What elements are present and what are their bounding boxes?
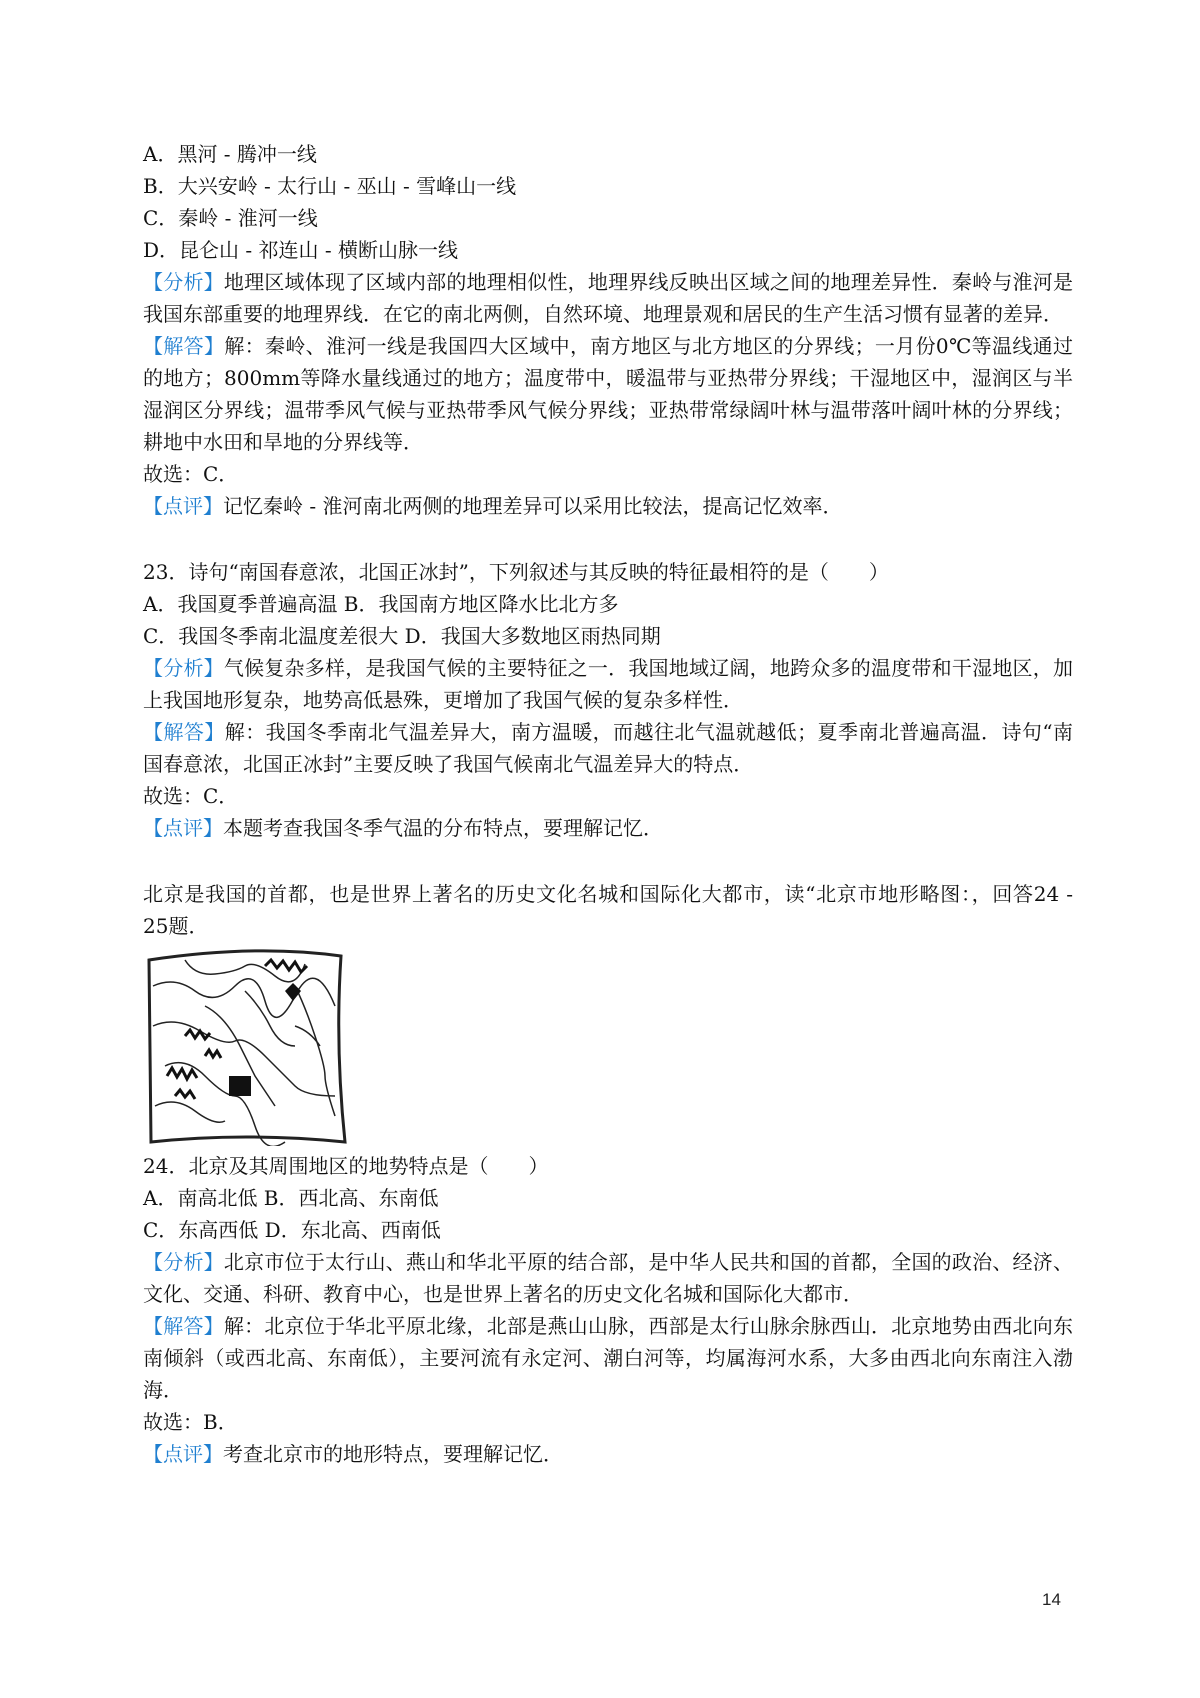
terrain-map-drawing — [145, 946, 363, 1146]
q24-options-cd: C．东高西低 D．东北高、西南低 — [143, 1218, 441, 1242]
page-number: 14 — [1042, 1590, 1061, 1609]
q23-options-cd: C．我国冬季南北温度差很大 D．我国大多数地区雨热同期 — [143, 624, 661, 648]
q24-analysis-text: 北京市位于太行山、燕山和华北平原的结合部，是中华人民共和国的首都，全国的政治、经济、文化、交通、科研、教育中心，也是世界上著名的历史文化名城和国际化大都市． — [143, 1250, 1074, 1306]
q22-comment-text: 记忆秦岭 - 淮河南北两侧的地理差异可以采用比较法，提高记忆效率． — [223, 494, 843, 518]
page-content — [143, 138, 1073, 1470]
answer-tag: 【解答】 — [143, 1314, 224, 1338]
analysis-tag: 【分析】 — [143, 656, 224, 680]
q23-analysis-text: 气候复杂多样，是我国气候的主要特征之一．我国地域辽阔，地跨众多的温度带和干湿地区，加上我国地形复杂，地势高低悬殊，更增加了我国气候的复杂多样性． — [143, 656, 1074, 712]
q22-analysis — [143, 266, 1073, 330]
q22-analysis-text: 地理区域体现了区域内部的地理相似性，地理界线反映出区域之间的地理差异性．秦岭与淮河是我国东部重要的地理界线．在它的南北两侧，自然环境、地理景观和居民的生产生活习惯有显著的差异． — [143, 270, 1074, 326]
q22-answer — [143, 330, 1073, 458]
q23-comment-text: 本题考查我国冬季气温的分布特点，要理解记忆． — [223, 816, 663, 840]
q23-stem: 23．诗句“南国春意浓，北国正冰封”，下列叙述与其反映的特征最相符的是（ ） — [143, 560, 889, 584]
analysis-tag: 【分析】 — [143, 1250, 224, 1274]
q23-analysis — [143, 652, 1073, 716]
q22-option-d: D．昆仑山 - 祁连山 - 横断山脉一线 — [143, 238, 458, 262]
q23-comment — [143, 812, 1073, 844]
q22-option-c: C．秦岭 - 淮河一线 — [143, 206, 318, 230]
q23-answer — [143, 716, 1073, 780]
q22-choice: 故选：C． — [143, 462, 239, 486]
q23-choice: 故选：C． — [143, 784, 239, 808]
q24-comment — [143, 1438, 1073, 1470]
q23-answer-text: 解：我国冬季南北气温差异大，南方温暖，而越往北气温就越低；夏季南北普遍高温．诗句“南国春意浓，北国正冰封”主要反映了我国气候南北气温差异大的特点． — [143, 720, 1073, 776]
q24-answer — [143, 1310, 1073, 1406]
q22-answer-text: 解：秦岭、淮河一线是我国四大区域中，南方地区与北方地区的分界线；一月份0℃等温线通过的地方；800mm等降水量线通过的地方；温度带中，暖温带与亚热带分界线；干湿地区中，湿润区与半湿润区分界线；温带季风气候与亚热带季风气候分界线；亚热带常绿阔叶林与温带落叶阔叶林的分界线；耕地中水田和旱地的分界线等． — [143, 334, 1073, 454]
q22-option-a: A．黑河 - 腾冲一线 — [143, 142, 317, 166]
comment-tag: 【点评】 — [143, 494, 223, 518]
q22-option-b: B．大兴安岭 - 太行山 - 巫山 - 雪峰山一线 — [143, 174, 517, 198]
answer-tag: 【解答】 — [143, 720, 225, 744]
analysis-tag: 【分析】 — [143, 270, 224, 294]
beijing-terrain-map — [145, 946, 363, 1146]
comment-tag: 【点评】 — [143, 1442, 223, 1466]
q24-25-intro: 北京是我国的首都，也是世界上著名的历史文化名城和国际化大都市，读“北京市地形略图：，回答24 - 25题． — [143, 882, 1073, 938]
q24-options-ab: A．南高北低 B．西北高、东南低 — [143, 1186, 439, 1210]
q24-analysis — [143, 1246, 1073, 1310]
q23-options-ab: A．我国夏季普遍高温 B．我国南方地区降水比北方多 — [143, 592, 619, 616]
comment-tag: 【点评】 — [143, 816, 223, 840]
q24-answer-text: 解：北京位于华北平原北缘，北部是燕山山脉，西部是太行山脉余脉西山．北京地势由西北向东南倾斜（或西北高、东南低），主要河流有永定河、潮白河等，均属海河水系，大多由西北向东南注入渤海． — [143, 1314, 1074, 1402]
q24-stem: 24．北京及其周围地区的地势特点是（ ） — [143, 1154, 549, 1178]
q22-comment — [143, 490, 1073, 522]
q24-choice: 故选：B． — [143, 1410, 238, 1434]
q24-comment-text: 考查北京市的地形特点，要理解记忆． — [223, 1442, 563, 1466]
answer-tag: 【解答】 — [143, 334, 225, 358]
